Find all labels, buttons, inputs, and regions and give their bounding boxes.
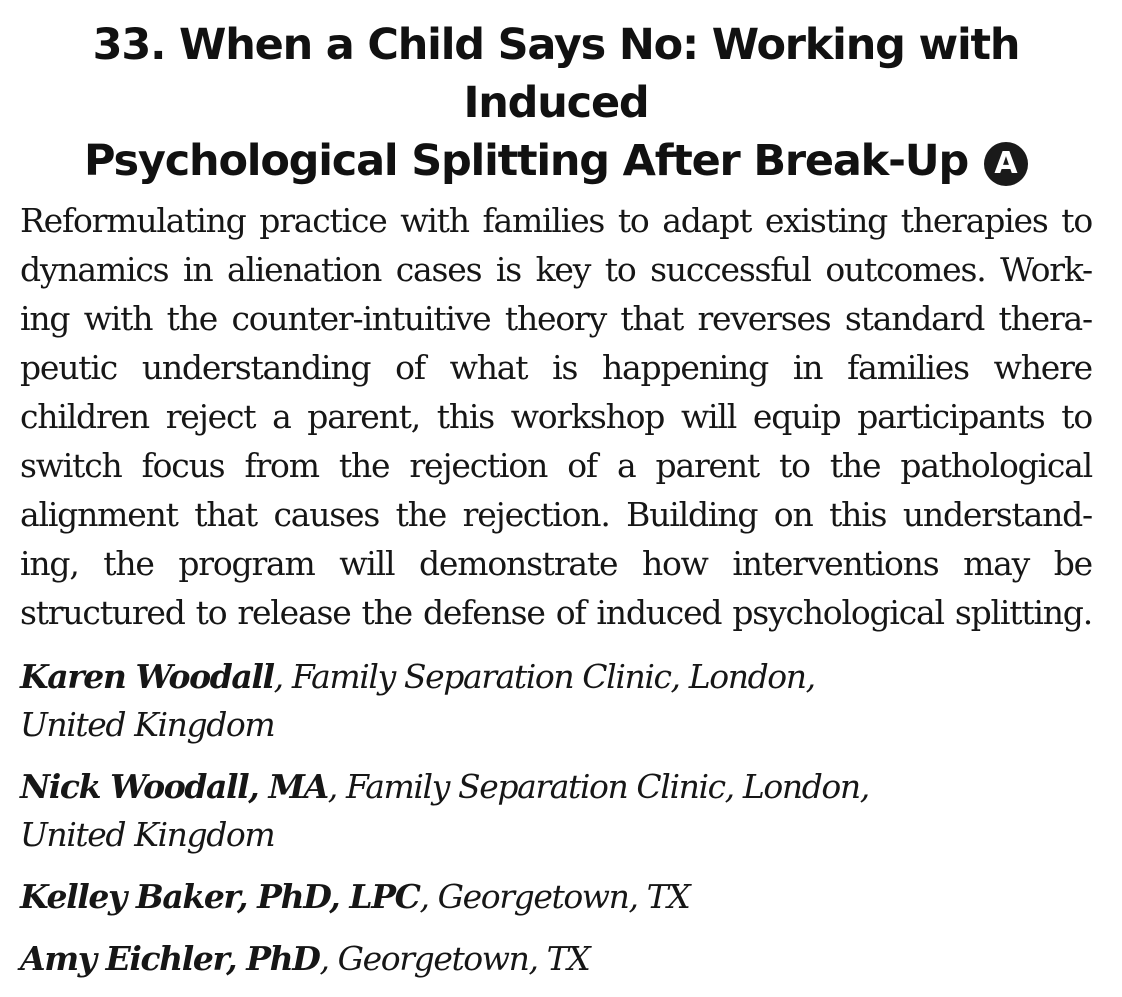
presenter-name: Karen Woodall (20, 657, 274, 696)
abstract-line: alignment that causes the rejection. Building on this understand- (20, 495, 1092, 534)
presenter-line (20, 935, 1092, 983)
session-title-line-1 (20, 16, 1092, 132)
abstract-line: Reformulating practice with families to adapt existing therapies to (20, 201, 1092, 240)
session-title-text-1: When a Child Says No: Working with Induced (179, 20, 1020, 128)
presenter-affiliation: , Family Separation Clinic, London, (273, 657, 815, 696)
presenter-line (20, 653, 1092, 701)
presenter-affiliation: , Family Separation Clinic, London, (327, 767, 869, 806)
session-title (20, 16, 1092, 190)
presenter (20, 763, 1092, 859)
session-entry (20, 16, 1092, 997)
presenter-list (20, 653, 1092, 983)
session-title-text-2: Psychological Splitting After Break-Up (83, 136, 969, 186)
presenter (20, 935, 1092, 983)
presenter-affiliation: , Georgetown, TX (319, 939, 590, 978)
abstract-line: ing with the counter-intuitive theory that reverses standard thera- (20, 299, 1092, 338)
session-title-line-2 (20, 132, 1092, 190)
presenter (20, 873, 1092, 921)
presenter-name: Nick Woodall, MA (20, 767, 328, 806)
abstract-line: dynamics in alienation cases is key to successful outcomes. Work- (20, 250, 1092, 289)
abstract-line: children reject a parent, this workshop will equip participants to (20, 397, 1092, 436)
presenter-line (20, 873, 1092, 921)
presenter-line (20, 763, 1092, 811)
abstract-line: ing, the program will demonstrate how interventions may be (20, 544, 1092, 583)
presenter-affiliation: , Georgetown, TX (419, 877, 690, 916)
presenter-affiliation-country: United Kingdom (20, 815, 275, 854)
session-number: 33. (92, 20, 166, 70)
session-abstract (20, 196, 1092, 637)
abstract-line: switch focus from the rejection of a parent to the pathological (20, 446, 1092, 485)
presenter-name: Kelley Baker, PhD, LPC (20, 877, 420, 916)
presenter-affiliation-country: United Kingdom (20, 705, 275, 744)
abstract-line: structured to release the defense of induced psychological splitting. (20, 593, 1092, 632)
presenter (20, 653, 1092, 749)
abstract-line: peutic understanding of what is happening in families where (20, 348, 1092, 387)
audience-level-badge-icon: A (984, 142, 1028, 186)
presenter-name: Amy Eichler, PhD (20, 939, 320, 978)
